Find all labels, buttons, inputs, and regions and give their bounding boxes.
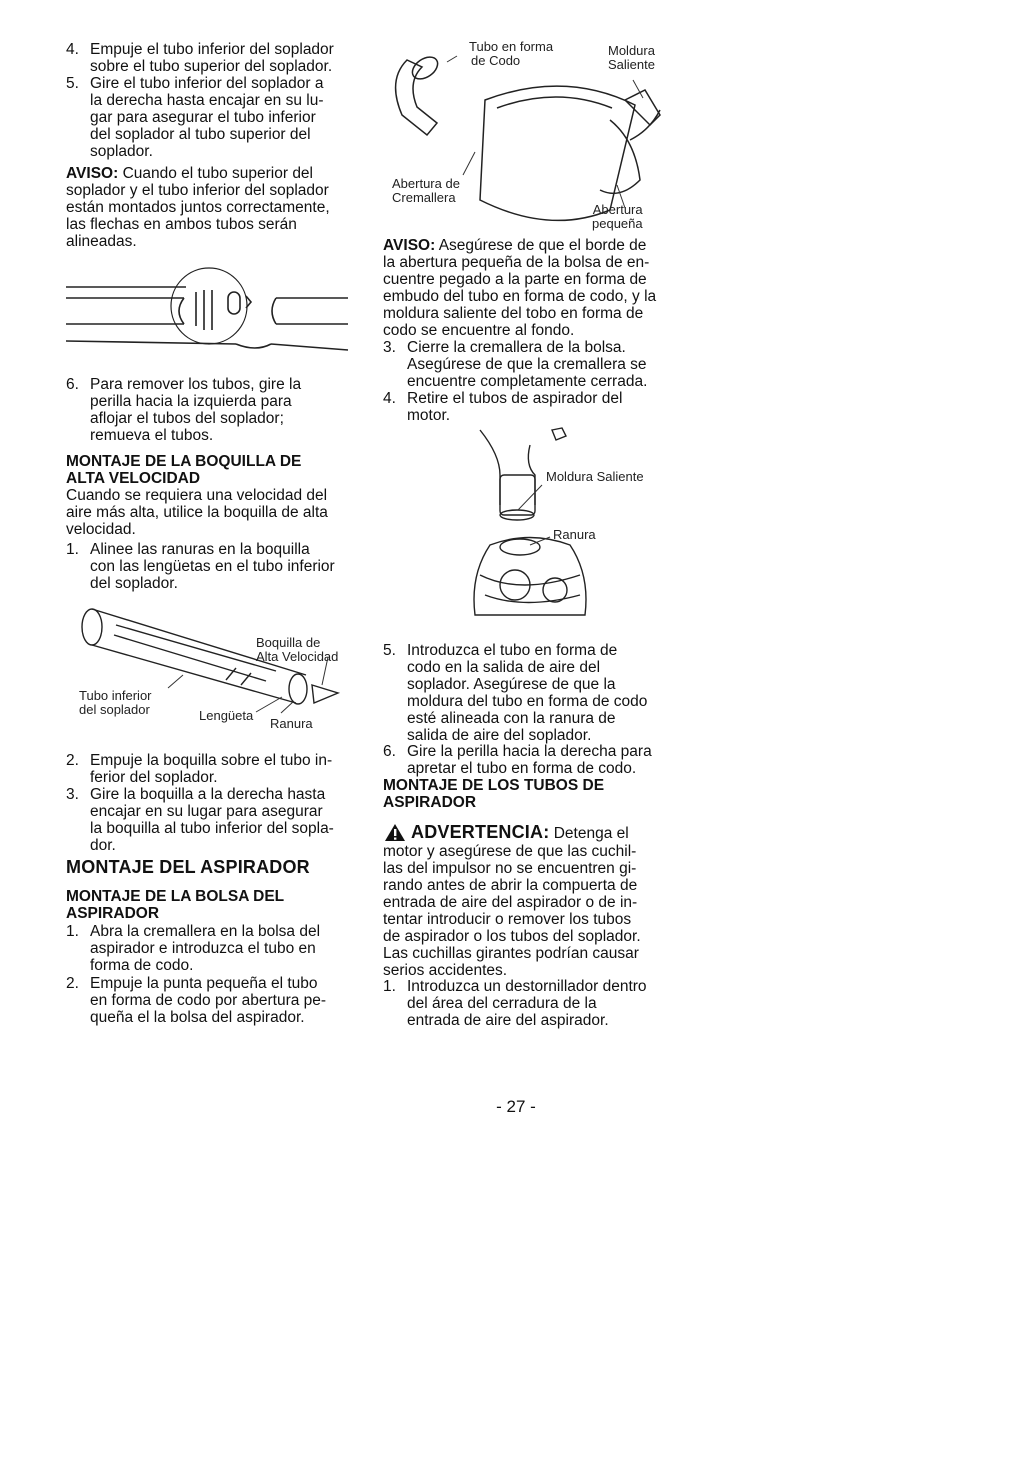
motor-figure bbox=[470, 425, 610, 625]
notice-paragraph: AVISO: Asegúrese de que el borde de la abertura pequeña de la bolsa de en- cuentre pegado a la parte en forma de embudo del tubo en forma de codo, y la moldura saliente del tobo en forma de codo se encuentre al fondo. bbox=[383, 237, 657, 339]
step-text: Cierre la cremallera de la bolsa. Asegúrese de que la cremallera se encuentre completamente cerrada. bbox=[407, 339, 648, 390]
section-heading: MONTAJE DE LOS TUBOS DE ASPIRADOR bbox=[383, 777, 605, 811]
label-ranura-2: Ranura bbox=[553, 527, 596, 542]
warning-icon bbox=[384, 823, 406, 842]
label-abertura-pequena: Abertura pequeña bbox=[592, 202, 643, 231]
label-ranura: Ranura bbox=[270, 716, 313, 731]
label-abertura-cremallera: Abertura de Cremallera bbox=[392, 176, 460, 205]
step-text: Introduzca un destornillador dentro del área del cerradura de la entrada de aire del aspirador. bbox=[407, 978, 647, 1029]
section-heading: MONTAJE DE LA BOQUILLA DE ALTA VELOCIDAD bbox=[66, 453, 302, 487]
step-text: Para remover los tubos, gire la perilla hacia la izquierda para aflojar el tubos del soplador; remueva el tubos. bbox=[90, 376, 302, 444]
notice-label: AVISO: bbox=[383, 237, 436, 254]
step-number: 6. bbox=[66, 376, 79, 393]
step-number: 5. bbox=[383, 642, 396, 659]
step-text: Gire el tubo inferior del soplador a la derecha hasta encajar en su lu- gar para asegurar el tubo inferior del soplador al tubo superior del soplador. bbox=[90, 75, 324, 160]
step-number: 1. bbox=[66, 923, 79, 940]
section-heading: MONTAJE DE LA BOLSA DEL ASPIRADOR bbox=[66, 888, 285, 922]
step-text: Empuje la punta pequeña el tubo en forma de codo por abertura pe- queña el la bolsa del aspirador. bbox=[90, 975, 327, 1026]
tube-alignment-figure bbox=[66, 262, 356, 362]
page-number: - 27 - bbox=[496, 1097, 536, 1116]
step-number: 4. bbox=[383, 390, 396, 407]
paragraph: Cuando se requiera una velocidad del aire más alta, utilice la boquilla de alta velocidad. bbox=[66, 487, 328, 538]
step-number: 5. bbox=[66, 75, 79, 92]
step-text: Gire la perilla hacia la derecha para apretar el tubo en forma de codo. bbox=[407, 743, 652, 777]
label-tubo-codo: Tubo en forma de Codo bbox=[469, 39, 554, 68]
step-text: Abra la cremallera en la bolsa del aspirador e introduzca el tubo en forma de codo. bbox=[90, 923, 321, 974]
step-text: Empuje la boquilla sobre el tubo in- ferior del soplador. bbox=[90, 752, 333, 786]
step-number: 2. bbox=[66, 975, 79, 992]
step-number: 1. bbox=[66, 541, 79, 558]
step-text: Gire la boquilla a la derecha hasta encajar en su lugar para asegurar la boquilla al tubo inferior del sopla- dor. bbox=[90, 786, 334, 854]
step-number: 3. bbox=[66, 786, 79, 803]
label-moldura-saliente-2: Moldura Saliente bbox=[546, 469, 644, 484]
step-number: 4. bbox=[66, 41, 79, 58]
step-number: 3. bbox=[383, 339, 396, 356]
notice-label: AVISO: bbox=[66, 165, 119, 182]
label-tubo-inferior: Tubo inferior del soplador bbox=[79, 688, 152, 717]
label-boquilla: Boquilla de Alta Velocidad bbox=[256, 635, 339, 664]
section-title: MONTAJE DEL ASPIRADOR bbox=[66, 857, 310, 877]
step-number: 2. bbox=[66, 752, 79, 769]
step-text: Introduzca el tubo en forma de codo en la salida de aire del soplador. Asegúrese de que la moldura del tubo en forma de codo esté alineada con la ranura de salida de aire del soplador. bbox=[407, 642, 648, 744]
step-text: Retire el tubos de aspirador del motor. bbox=[407, 390, 623, 424]
step-number: 1. bbox=[383, 978, 396, 995]
label-moldura-saliente: Moldura Saliente bbox=[608, 43, 655, 72]
step-text: Alinee las ranuras en la boquilla con las lengüetas en el tubo inferior del soplador. bbox=[90, 541, 335, 592]
step-number: 6. bbox=[383, 743, 396, 760]
notice-paragraph: AVISO: Cuando el tubo superior del soplador y el tubo inferior del soplador están montados juntos correctamente, las flechas en ambos tubos serán alineadas. bbox=[66, 165, 330, 250]
step-text: Empuje el tubo inferior del soplador sobre el tubo superior del soplador. bbox=[90, 41, 334, 75]
warning-label: ADVERTENCIA: bbox=[411, 822, 550, 842]
label-lengueta: Lengüeta bbox=[199, 708, 254, 723]
warning-text: motor y asegúrese de que las cuchil- las del impulsor no se encuentren gi- rando antes de abrir la compuerta de entrada de aire del aspirador o de in- tentar introducir o remover los tubos de aspirador o los tubos del soplador. Las cuchillas girantes podrían causar serios accidentes. bbox=[383, 843, 641, 979]
